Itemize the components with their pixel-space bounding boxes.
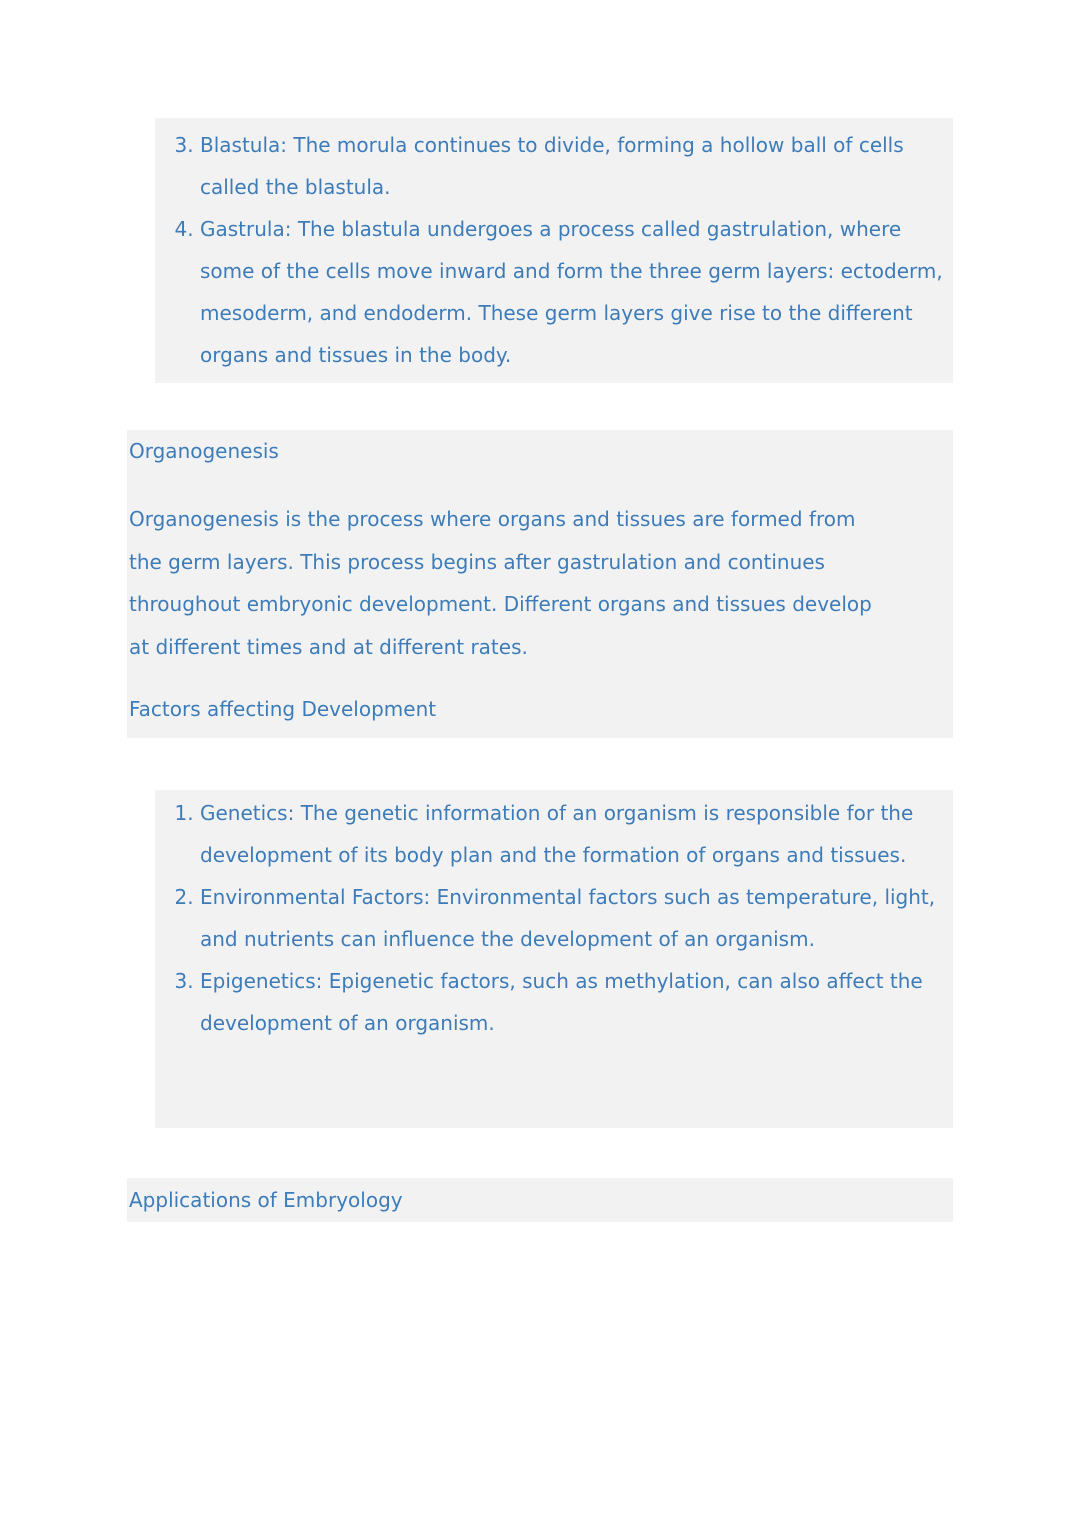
document-page xyxy=(0,118,1080,1515)
organogenesis-paragraph: Organogenesis is the process where organs and tissues are formed from the germ layers. This process begins after gastrulation and continues throughout embryonic development. Different organs and tissues develop at different times and at different rates. xyxy=(129,507,872,659)
development-factors-list-block xyxy=(155,790,953,1128)
list-item-gastrula: 4. Gastrula: The blastula undergoes a process called gastrulation, where some of the cells move inward and form the three germ layers: ectoderm, mesoderm, and endoderm. These germ layers give rise to the different organs and tissues in the body. xyxy=(200,208,945,376)
organogenesis-section xyxy=(127,430,953,738)
applications-section xyxy=(127,1178,953,1222)
heading-applications-of-embryology: Applications of Embryology xyxy=(129,1188,403,1212)
development-factors-list xyxy=(163,792,945,1044)
notes-page xyxy=(0,118,1080,1515)
embryonic-stages-list xyxy=(163,124,945,376)
heading-factors-affecting-development: Factors affecting Development xyxy=(129,697,437,721)
list-item-genetics: 1. Genetics: The genetic information of an organism is responsible for the development of its body plan and the formation of organs and tissues. xyxy=(200,792,945,876)
list-item-epigenetics: 3. Epigenetics: Epigenetic factors, such as methylation, can also affect the development of an organism. xyxy=(200,960,945,1044)
embryonic-stages-list-block xyxy=(155,118,953,383)
list-item-environmental-factors: 2. Environmental Factors: Environmental factors such as temperature, light, and nutrients can influence the development of an organism. xyxy=(200,876,945,960)
heading-organogenesis: Organogenesis xyxy=(129,439,279,463)
list-item-blastula: 3. Blastula: The morula continues to divide, forming a hollow ball of cells called the blastula. xyxy=(200,124,945,208)
